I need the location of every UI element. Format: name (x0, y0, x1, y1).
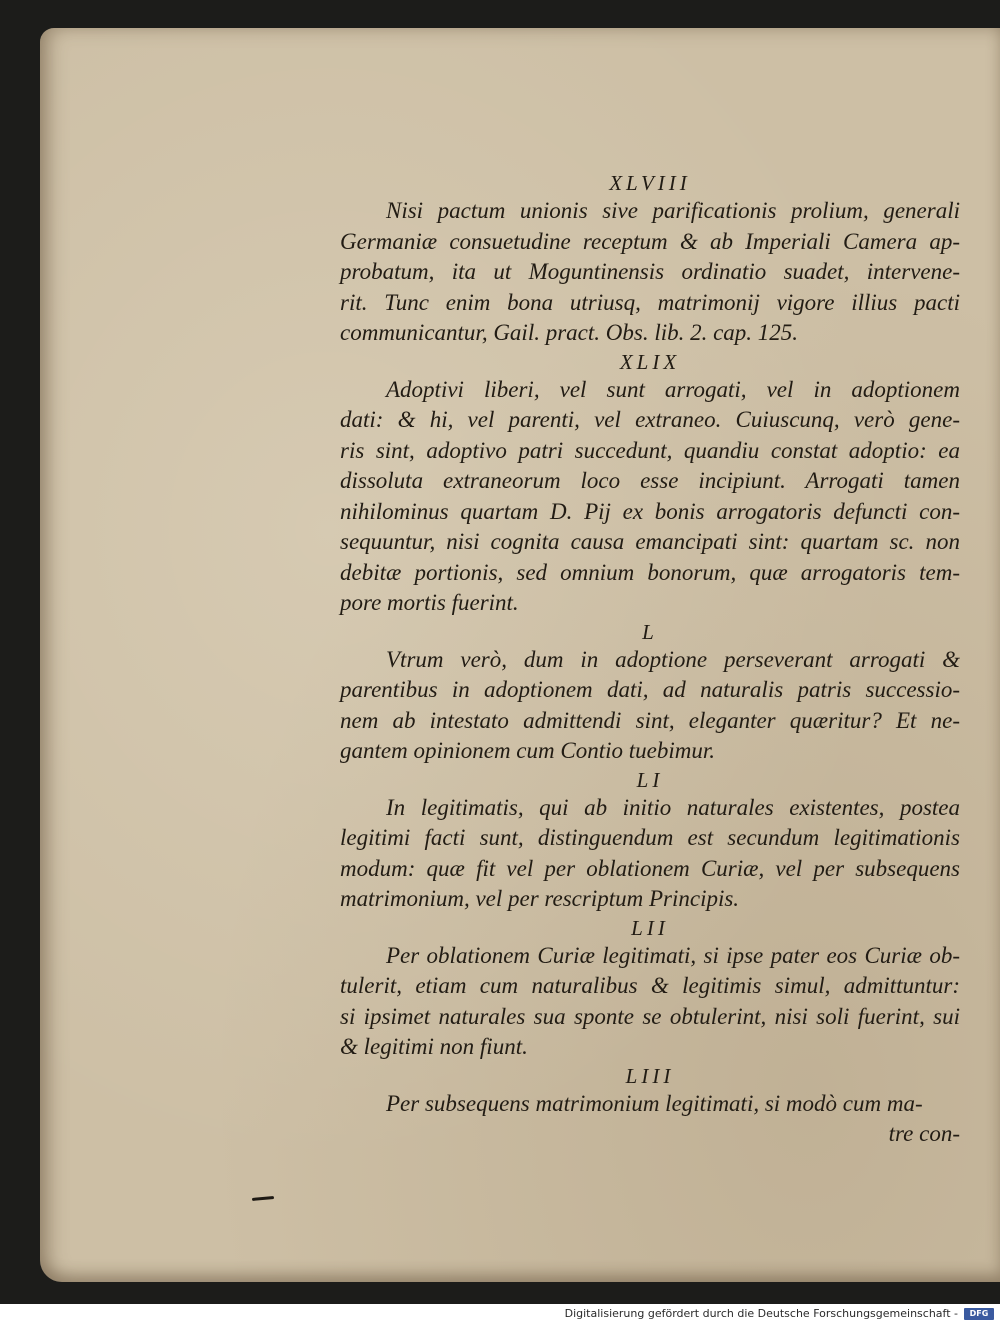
digitization-footer (0, 1304, 1000, 1324)
section-heading: XLIX (619, 349, 681, 374)
section-paragraph (340, 196, 960, 349)
text-line: gantem opinionem cum Contio tuebimur. (340, 738, 715, 763)
text-line: dissoluta extraneorum loco esse incipiunt. Arrogati tamen (340, 468, 960, 493)
text-line: sequuntur, nisi cognita causa emancipati sint: quartam sc. non (340, 529, 960, 554)
dfg-logo-icon: DFG (964, 1308, 994, 1320)
text-line: pore mortis fuerint. (340, 590, 519, 615)
section-paragraph (340, 793, 960, 915)
text-line: probatum, ita ut Moguntinensis ordinatio suadet, intervene- (340, 259, 960, 284)
catchword: tre con- (888, 1121, 960, 1146)
text-line: legitimi facti sunt, distinguendum est secundum legitimationis (340, 825, 960, 850)
text-line: & legitimi non fiunt. (340, 1034, 528, 1059)
text-line: modum: quæ fit vel per oblationem Curiæ, vel per subsequens (340, 855, 960, 881)
text-line: Per oblationem Curiæ legitimati, si ipse pater eos Curiæ ob- (386, 942, 960, 968)
text-line: dati: & hi, vel parenti, vel extraneo. Cuiuscunq, verò gene- (340, 407, 960, 432)
page-text (340, 170, 960, 1150)
footer-credit: Digitalisierung gefördert durch die Deutsche Forschungsgemeinschaft - (564, 1307, 958, 1320)
section-heading: XLVIII (609, 171, 691, 195)
section-paragraph (340, 375, 960, 619)
section-heading: LII (631, 915, 669, 940)
text-line: communicantur, Gail. pract. Obs. lib. 2. cap. 125. (340, 320, 799, 345)
section-heading: LIII (625, 1063, 675, 1088)
text-line: nihilominus quartam D. Pij ex bonis arrogatoris defuncti con- (340, 498, 960, 524)
text-line: Vtrum verò, dum in adoptione perseverant arrogati & (386, 646, 960, 672)
section-paragraph (340, 645, 960, 767)
ink-mark (252, 1196, 274, 1201)
section-paragraph (340, 1089, 960, 1120)
text-line: parentibus in adoptionem dati, ad naturalis patris successio- (340, 677, 960, 702)
text-line: rit. Tunc enim bona utriusq, matrimonij vigore illius pacti (340, 289, 960, 315)
section-paragraph (340, 941, 960, 1063)
text-line: Germaniæ consuetudine receptum & ab Imperiali Camera ap- (340, 228, 960, 254)
text-line: nem ab intestato admittendi sint, eleganter quæritur? Et ne- (340, 707, 960, 733)
text-line: tulerit, etiam cum naturalibus & legitimis simul, admittuntur: (340, 973, 960, 998)
section-heading: LI (636, 767, 664, 792)
text-line: Adoptivi liberi, vel sunt arrogati, vel in adoptionem (386, 376, 960, 402)
text-line: debitæ portionis, sed omnium bonorum, quæ arrogatoris tem- (340, 559, 960, 585)
text-line: Nisi pactum unionis sive parificationis prolium, generali (386, 198, 960, 223)
text-line: si ipsimet naturales sua sponte se obtulerint, nisi soli fuerint, sui (340, 1003, 960, 1029)
text-line: In legitimatis, qui ab initio naturales existentes, postea (386, 794, 960, 820)
section-heading: L (642, 619, 658, 644)
text-line: matrimonium, vel per rescriptum Principis. (340, 886, 740, 911)
text-line: ris sint, adoptivo patri succedunt, quandiu constat adoptio: ea (340, 437, 960, 463)
text-line: Per subsequens matrimonium legitimati, si modò cum ma- (386, 1090, 923, 1116)
